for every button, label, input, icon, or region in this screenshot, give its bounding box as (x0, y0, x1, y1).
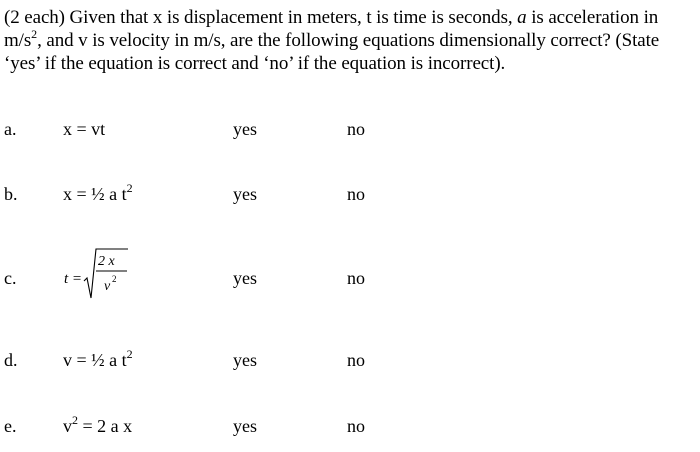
item-a-yes-option[interactable]: yes (233, 119, 257, 139)
item-a-equation: x = vt (63, 119, 106, 139)
item-d-equation (63, 347, 133, 371)
item-a-label: a. (4, 119, 17, 139)
item-b-equation-base: x = ½ a t (63, 184, 127, 204)
item-c-equation (58, 243, 138, 303)
item-e-no-option[interactable]: no (347, 416, 365, 436)
item-b-no-option[interactable]: no (347, 184, 365, 204)
question-line-2 (4, 26, 694, 52)
item-e-yes-option[interactable]: yes (233, 416, 257, 436)
item-c-yes-option[interactable]: yes (233, 268, 257, 288)
item-e-label: e. (4, 416, 17, 436)
item-b-label: b. (4, 184, 18, 204)
item-e-equation (63, 413, 133, 437)
item-b-equation (63, 181, 133, 205)
question-line-1-text: (2 each) Given that x is displacement in meters, t is time is seconds, (4, 7, 518, 28)
item-c-no-option[interactable]: no (347, 268, 365, 288)
item-c-numerator: 2 x (98, 254, 115, 269)
item-d-label: d. (4, 350, 18, 370)
units-exponent: 2 (31, 26, 38, 41)
question-line-1-end: is acceleration in (526, 7, 659, 28)
question-line-3: ‘yes’ if the equation is correct and ‘no’ if the equation is incorrect). (4, 53, 506, 74)
item-d-no-option[interactable]: no (347, 350, 365, 370)
item-e-exponent: 2 (72, 413, 78, 427)
item-c-lhs: t = (64, 271, 83, 287)
item-e-equation-base: v (63, 416, 72, 436)
item-d-exponent: 2 (126, 347, 133, 361)
item-b-yes-option[interactable]: yes (233, 184, 257, 204)
item-d-equation-base: v = ½ a t (63, 350, 127, 370)
item-e-equation-rest: = 2 a x (78, 416, 133, 436)
item-c-denominator-exponent: 2 (112, 274, 117, 284)
item-a-no-option[interactable]: no (347, 119, 365, 139)
acceleration-symbol: a (517, 7, 527, 28)
question-line-2-end: , and v is velocity in m/s, are the following equations dimensionally correct? (State (37, 30, 660, 51)
item-c-denominator: v (104, 279, 111, 294)
question-line-1 (4, 6, 694, 29)
item-c-label: c. (4, 268, 17, 288)
item-d-yes-option[interactable]: yes (233, 350, 257, 370)
item-b-exponent: 2 (126, 181, 133, 195)
question-line-2-start: m/s (4, 30, 32, 51)
question-text (4, 6, 694, 75)
